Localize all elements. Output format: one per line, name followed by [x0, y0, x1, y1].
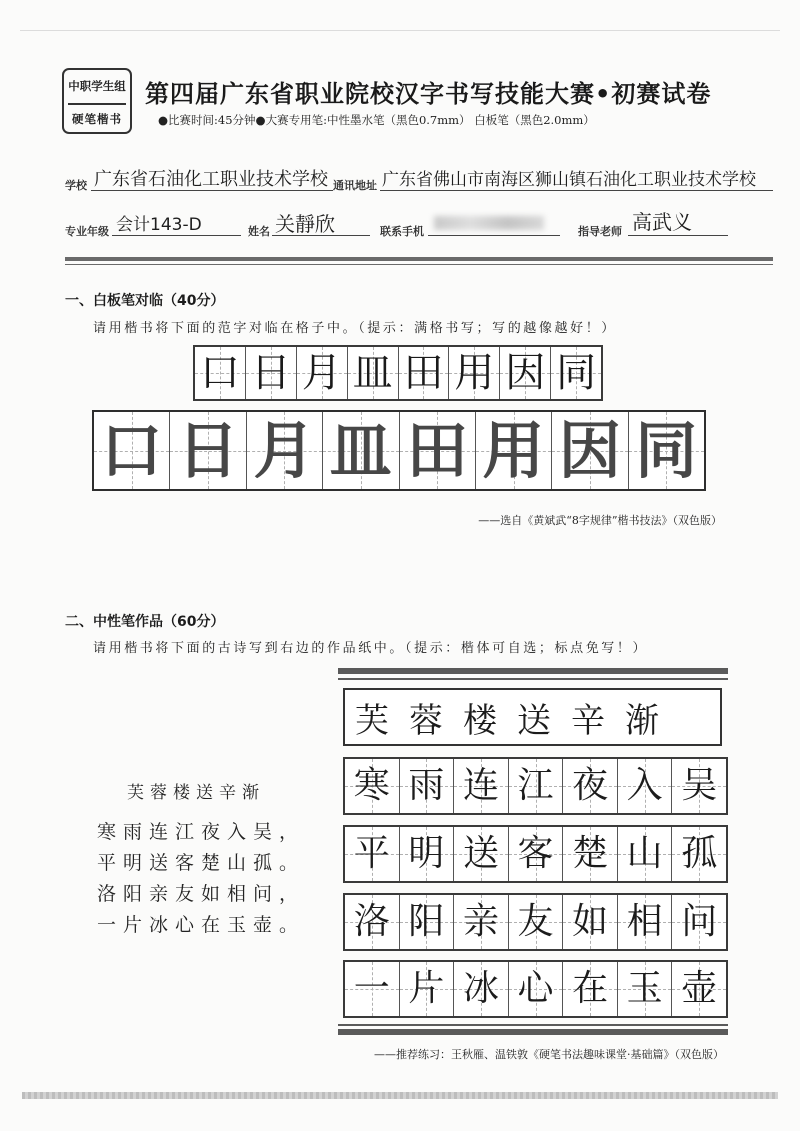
- practice-cell: [449, 347, 500, 399]
- work-paper-bottom-line: [338, 1024, 728, 1026]
- handwritten-char: 吴: [681, 765, 718, 806]
- handwritten-char: 江: [517, 765, 554, 806]
- work-cell: [509, 759, 564, 813]
- handwritten-char: 楚: [572, 833, 609, 874]
- work-cell: [509, 962, 564, 1016]
- model-char: 月: [253, 413, 316, 487]
- model-cell: [476, 412, 552, 489]
- address-field: 广东省佛山市南海区狮山镇石油化工职业技术学校: [380, 165, 773, 191]
- work-cell: [454, 895, 509, 949]
- model-cell: [94, 412, 170, 489]
- work-paper-top-line: [338, 678, 728, 680]
- handwritten-char: 亲: [462, 901, 499, 942]
- poem-line: 洛阳亲友如相问，: [97, 883, 306, 905]
- teacher-label: 指导老师: [578, 225, 622, 238]
- handwritten-char: 问: [681, 901, 718, 942]
- redaction-blur: [434, 216, 544, 230]
- work-cell: [400, 962, 455, 1016]
- work-cell: [672, 962, 726, 1016]
- section1-heading: 一、白板笔对临（40分）: [65, 293, 225, 309]
- work-paper-bottom-band: [338, 1029, 728, 1035]
- major-label: 专业年级: [65, 225, 109, 238]
- work-cell: [618, 895, 673, 949]
- handwritten-char: 明: [408, 833, 445, 874]
- poem-line: 平明送客楚山孤。: [97, 852, 306, 874]
- handwritten-char: 用: [454, 350, 495, 396]
- section2-instruction: 请用楷书将下面的古诗写到右边的作品纸中。（提示：楷体可自选；标点免写！）: [93, 641, 649, 656]
- handwritten-char: 阳: [408, 901, 445, 942]
- address-label: 通讯地址: [333, 179, 377, 192]
- name-label: 姓名: [248, 225, 270, 238]
- model-cell: [629, 412, 704, 489]
- section1-instruction: 请用楷书将下面的范字对临在格子中。（提示：满格书写；写的越像越好！）: [93, 321, 617, 336]
- work-row: [343, 960, 728, 1018]
- exam-subtitle: ●比赛时间:45分钟●大赛专用笔:中性墨水笔（黑色0.7mm） 白板笔（黑色2.0mm）: [158, 113, 595, 127]
- section1-source-caption: ——选自《黄斌武“8字规律”楷书技法》（双色版）: [478, 514, 722, 527]
- work-cell: [454, 759, 509, 813]
- work-cell: [400, 827, 455, 881]
- work-row: [343, 757, 728, 815]
- model-cell: [400, 412, 476, 489]
- work-cell: [454, 827, 509, 881]
- name-field: 关靜欣: [272, 208, 370, 236]
- work-cell: [400, 759, 455, 813]
- school-field: 广东省石油化工职业技术学校: [91, 165, 333, 191]
- handwritten-char: 连: [462, 765, 499, 806]
- work-cell: [345, 895, 400, 949]
- handwritten-char: 相: [626, 901, 663, 942]
- work-title-box: [343, 688, 722, 746]
- poem-line: 一片冰心在玉壶。: [97, 914, 306, 936]
- practice-cell: [348, 347, 399, 399]
- poem-text: [97, 817, 305, 941]
- handwritten-char: 友: [517, 901, 554, 942]
- model-cell: [247, 412, 323, 489]
- work-cell: [563, 759, 618, 813]
- exam-title: 第四届广东省职业院校汉字书写技能大赛•初赛试卷: [145, 80, 712, 108]
- practice-cell: [297, 347, 348, 399]
- work-cell: [672, 827, 726, 881]
- work-paper-top-band: [338, 668, 728, 674]
- handwritten-char: 月: [301, 350, 342, 396]
- model-char: 日: [177, 413, 240, 487]
- header-divider-thin: [65, 264, 773, 265]
- model-cell: [323, 412, 399, 489]
- model-cell: [552, 412, 628, 489]
- practice-cell: [399, 347, 450, 399]
- phone-label: 联系手机: [380, 225, 424, 238]
- scan-bottom-bar: [22, 1092, 778, 1099]
- model-char: 口: [100, 413, 163, 487]
- badge-group-label: 中职学生组: [68, 79, 126, 93]
- work-cell: [672, 759, 726, 813]
- work-cell: [345, 759, 400, 813]
- work-cell: [618, 759, 673, 813]
- handwritten-char: 口: [199, 350, 240, 396]
- handwritten-char: 送: [462, 833, 499, 874]
- work-cell: [563, 827, 618, 881]
- school-label: 学校: [65, 179, 87, 192]
- group-badge: [62, 68, 132, 134]
- model-cell: [170, 412, 246, 489]
- model-char: 田: [406, 413, 469, 487]
- work-cell: [563, 895, 618, 949]
- handwritten-char: 孤: [681, 833, 718, 874]
- handwritten-char: 片: [408, 968, 445, 1009]
- handwritten-char: 在: [572, 968, 609, 1009]
- work-cell: [400, 895, 455, 949]
- scan-edge-line: [20, 30, 780, 31]
- handwritten-char: 皿: [352, 350, 393, 396]
- model-char: 因: [558, 413, 621, 487]
- handwritten-char: 洛: [353, 901, 390, 942]
- model-grid: [92, 410, 706, 491]
- practice-cell: [195, 347, 246, 399]
- teacher-field: 高武义: [628, 206, 728, 236]
- handwritten-char: 心: [517, 968, 554, 1009]
- section2-heading: 二、中性笔作品（60分）: [65, 614, 225, 630]
- handwritten-char: 一: [353, 968, 390, 1009]
- model-char: 皿: [329, 413, 392, 487]
- practice-grid: [193, 345, 603, 401]
- handwritten-char: 日: [250, 350, 291, 396]
- handwritten-char: 入: [626, 765, 663, 806]
- work-cell: [509, 895, 564, 949]
- poem-title: 芙蓉楼送辛渐: [127, 783, 265, 803]
- handwritten-char: 平: [353, 833, 390, 874]
- phone-field-redacted: [428, 210, 560, 236]
- model-char: 同: [635, 413, 698, 487]
- work-title-handwritten: 芙蓉楼送辛渐: [355, 700, 679, 741]
- work-row: [343, 825, 728, 883]
- handwritten-char: 冰: [462, 968, 499, 1009]
- work-cell: [345, 827, 400, 881]
- major-field: 会计143-D: [112, 210, 241, 236]
- practice-cell: [246, 347, 297, 399]
- badge-divider: [68, 103, 126, 105]
- handwritten-char: 壶: [681, 968, 718, 1009]
- handwritten-char: 玉: [626, 968, 663, 1009]
- practice-cell: [500, 347, 551, 399]
- work-cell: [454, 962, 509, 1016]
- poem-line: 寒雨连江夜入吴，: [97, 821, 306, 843]
- badge-category-label: 硬笔楷书: [72, 112, 122, 126]
- work-row: [343, 893, 728, 951]
- handwritten-char: 寒: [353, 765, 390, 806]
- header-divider-thick: [65, 257, 773, 261]
- handwritten-char: 如: [572, 901, 609, 942]
- handwritten-char: 山: [626, 833, 663, 874]
- work-cell: [618, 827, 673, 881]
- work-cell: [672, 895, 726, 949]
- work-cell: [345, 962, 400, 1016]
- work-cell: [509, 827, 564, 881]
- handwritten-char: 客: [517, 833, 554, 874]
- work-cell: [618, 962, 673, 1016]
- work-cell: [563, 962, 618, 1016]
- handwritten-char: 雨: [408, 765, 445, 806]
- model-char: 用: [482, 413, 545, 487]
- handwritten-char: 同: [556, 350, 597, 396]
- section2-recommend-caption: ——推荐练习：王秋雁、温铁敦《硬笔书法趣味课堂·基础篇》（双色版）: [374, 1048, 724, 1061]
- handwritten-char: 田: [403, 350, 444, 396]
- handwritten-char: 因: [505, 350, 546, 396]
- handwritten-char: 夜: [572, 765, 609, 806]
- practice-cell: [551, 347, 601, 399]
